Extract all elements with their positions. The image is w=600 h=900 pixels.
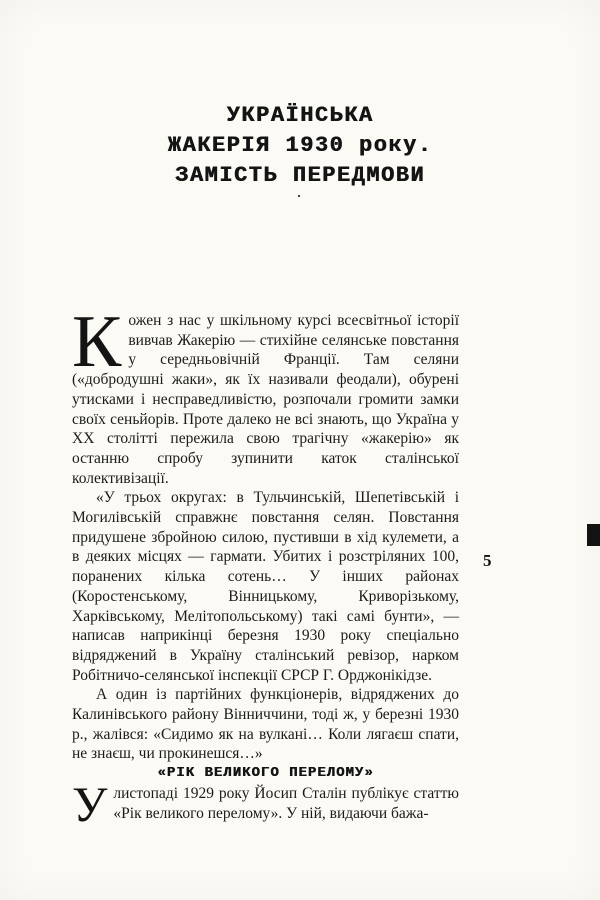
chapter-title xyxy=(0,101,600,191)
section-subheading: «РІК ВЕЛИКОГО ПЕРЕЛОМУ» xyxy=(157,765,374,782)
title-ornament: · xyxy=(296,188,304,203)
paragraph xyxy=(72,685,459,764)
dropcap-letter: К xyxy=(72,301,122,383)
paragraph-text: листопаді 1929 року Йосип Сталін публікує статтю «Рік великого перелому». У ній, видаючи бажа- xyxy=(113,784,459,822)
paragraph xyxy=(72,488,459,685)
dropcap-letter: У xyxy=(72,775,108,832)
paragraph-text: ожен з нас у шкільному курсі всесвітньої історії вивчав Жакерію — стихійне селянське повстання у середньовічній Франції. Там селяни («добродушні жаки», як їх називали феодали), обурені утисками і несправедливістю, розпочали громити замки своїх сеньйорів. Проте далеко не всі знають, що Україна у ХХ столітті пережила свою трагічну «жакерію» як останню спробу зупинити каток сталінської колективізації. xyxy=(72,312,459,487)
paragraph-text: А один із партійних функціонерів, відряджених до Калинівського району Вінниччини, тоді ж, у березні 1930 р., жалівся: «Сидимо як на вулкані… Коли лягаєш спати, не знаєш, чи прокинешся…» xyxy=(72,686,459,763)
paragraph xyxy=(72,775,459,832)
chapter-title-line-2: ЖАКЕРІЯ 1930 року. xyxy=(167,133,433,158)
paragraph-text: «У трьох округах: в Тульчинській, Шепетівській і Могилівській справжнє повстання селян. Повстання придушене збройною силою, пустивши в хід кулемети, а в деяких місцях — гармати. Убитих і розстріляних 100, поранених кілька сотень… У інших районах (Коростенському, Вінницькому, Криворізькому, Харківському, Мелітопольському) такі самі бунти», — написав наприкінці березня 1930 року спеціально відряджений в Україну сталінський ревізор, нарком Робітничо-селянської інспекції СРСР Г. Орджонікідзе. xyxy=(72,489,459,684)
page-number: 5 xyxy=(483,551,492,570)
signature-mark xyxy=(587,524,600,546)
paragraph xyxy=(72,301,459,488)
chapter-title-line-1: УКРАЇНСЬКА xyxy=(226,103,374,128)
chapter-title-line-3: ЗАМІСТЬ ПЕРЕДМОВИ xyxy=(175,163,425,188)
body-text-column xyxy=(72,301,459,832)
